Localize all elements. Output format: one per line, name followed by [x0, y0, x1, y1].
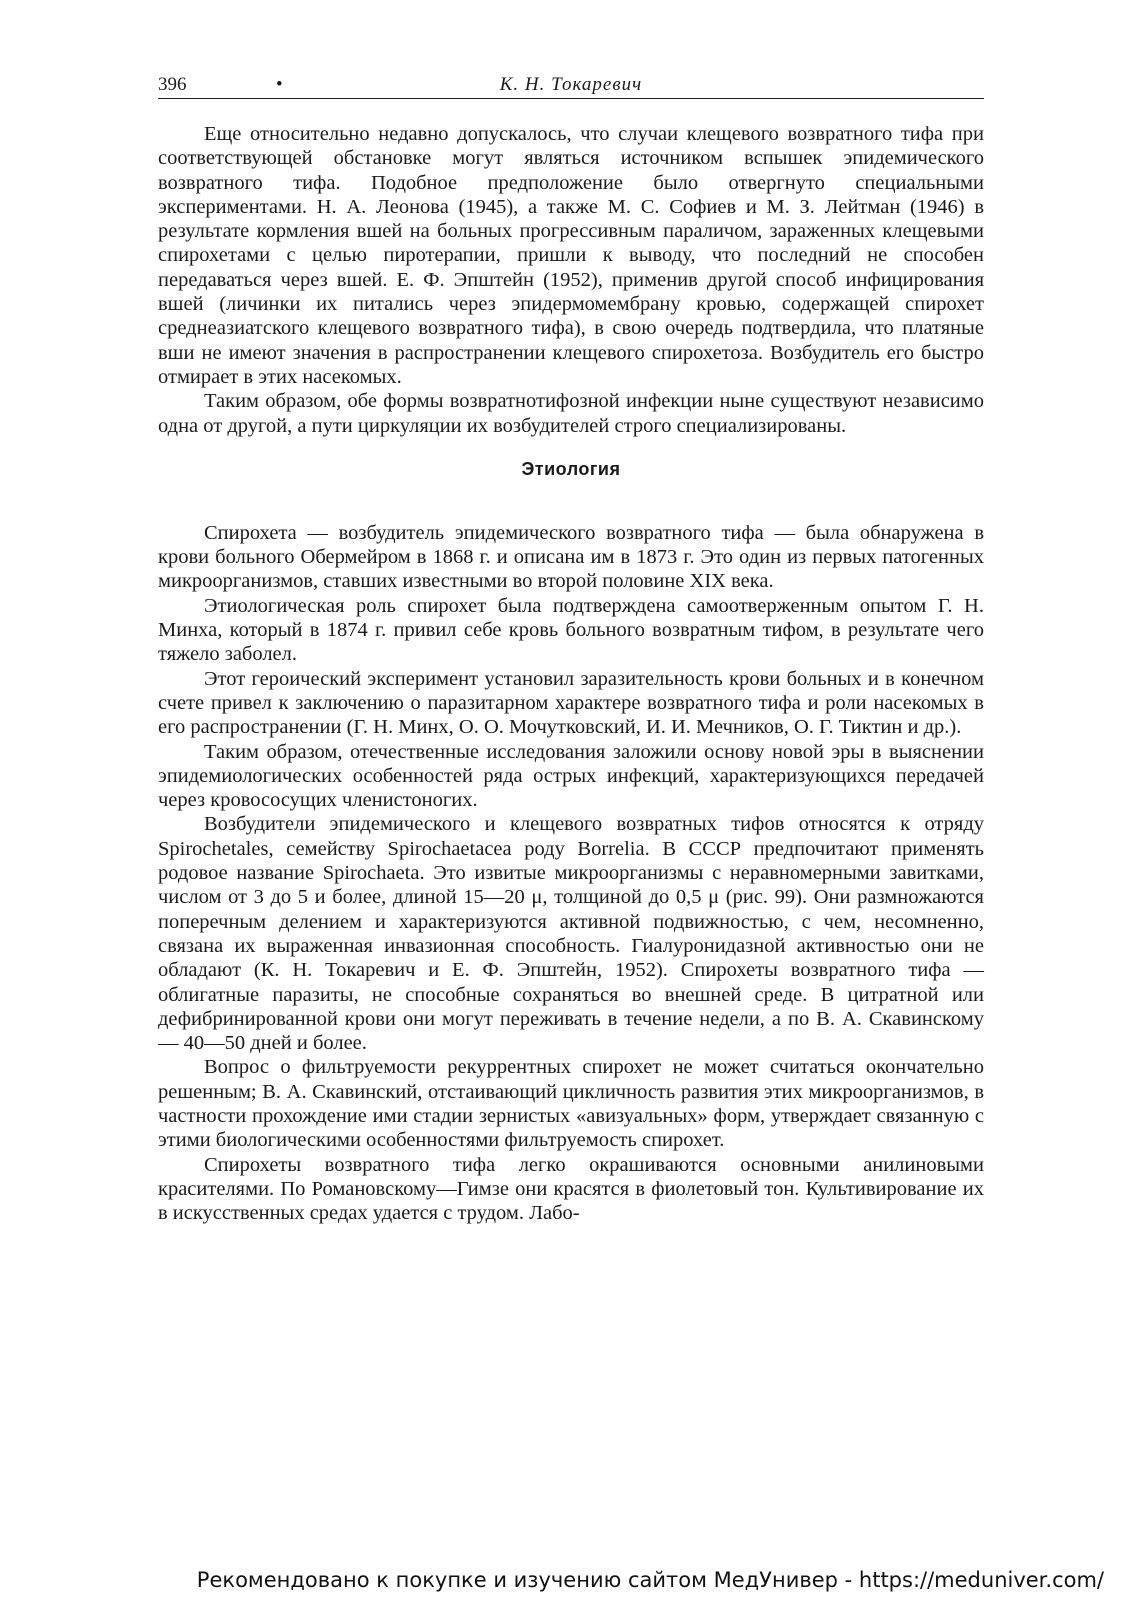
- document-body: [158, 122, 984, 1225]
- page-header: [158, 74, 984, 99]
- paragraph: Этот героический эксперимент установил заразительность крови больных и в конечном счете привел к заключению о паразитарном характере возвратного тифа и роли насекомых в его распространении (Г. Н. Минх, О. О. Мочутковский, И. И. Мечников, О. Г. Тиктин и др.).: [158, 667, 984, 739]
- paragraph: Спирохеты возвратного тифа легко окрашиваются основными анилиновыми красителями. По Романовскому—Гимзе они красятся в фиолетовый тон. Культивирование их в искусственных средах удается с трудом. Лабо-: [158, 1153, 984, 1225]
- paragraph: Спирохета — возбудитель эпидемического возвратного тифа — была обнаружена в крови больного Обермейром в 1868 г. и описана им в 1873 г. Это один из первых патогенных микроорганизмов, ставших известными во второй половине XIX века.: [158, 521, 984, 593]
- footer-banner: Рекомендовано к покупке и изучению сайтом МедУнивер - https://meduniver.com/: [196, 1568, 1104, 1592]
- section-heading: Этиология: [521, 458, 621, 479]
- paragraph: Вопрос о фильтруемости рекуррентных спирохет не может считаться окончательно решенным; В. А. Скавинский, отстаивающий цикличность развития этих микроорганизмов, в частности прохождение ими стадии зернистых «авизуальных» форм, утверждает связанную с этими биологическими особенностями фильтруемость спирохет.: [158, 1056, 984, 1152]
- paragraph: Таким образом, отечественные исследования заложили основу новой эры в выяснении эпидемиологических особенностей ряда острых инфекций, характеризующихся передачей через кровососущих членистоногих.: [158, 740, 984, 812]
- paragraph: Возбудители эпидемического и клещевого возвратных тифов относятся к отряду Spirochetales, семейству Spirochaetacea роду Borrelia. В СССР предпочитают применять родовое название Spirochaeta. Это извитые микроорганизмы с неравномерными завитками, числом от 3 до 5 и более, длиной 15—20 μ, толщиной до 0,5 μ (рис. 99). Они размножаются поперечным делением и характеризуются активной подвижностью, с чем, несомненно, связана их выраженная инвазионная способность. Гиалуронидазной активностью они не обладают (К. Н. Токаревич и Е. Ф. Эпштейн, 1952). Спирохеты возвратного тифа — облигатные паразиты, не способные сохраняться во внешней среде. В цитратной или дефибринированной крови они могут переживать в течение недели, а по В. А. Скавинскому — 40—50 дней и более.: [158, 813, 984, 1055]
- page-number: 396: [158, 74, 187, 95]
- header-dot: •: [276, 74, 283, 95]
- paragraph: Таким образом, обе формы возвратнотифозной инфекции ныне существуют независимо одна от другой, а пути циркуляции их возбудителей строго специализированы.: [158, 390, 984, 437]
- paragraph: Еще относительно недавно допускалось, что случаи клещевого возвратного тифа при соответствующей обстановке могут являться источником вспышек эпидемического возвратного тифа. Подобное предположение было отвергнуто специальными экспериментами. Н. А. Леонова (1945), а также М. С. Софиев и М. З. Лейтман (1946) в результате кормления вшей на больных прогрессивным параличом, зараженных клещевыми спирохетами с целью пиротерапии, пришли к выводу, что последний не способен передаваться через вшей. Е. Ф. Эпштейн (1952), применив другой способ инфицирования вшей (личинки их питались через эпидермомембрану кровью, содержащей спирохет среднеазиатского клещевого возвратного тифа), в свою очередь подтвердила, что платяные вши не имеют значения в распространении клещевого спирохетоза. Возбудитель его быстро отмирает в этих насекомых.: [158, 123, 984, 388]
- paragraph: Этиологическая роль спирохет была подтверждена самоотверженным опытом Г. Н. Минха, который в 1874 г. привил себе кровь больного возвратным тифом, в результате чего тяжело заболел.: [158, 594, 984, 666]
- running-title: К. Н. Токаревич: [499, 74, 643, 95]
